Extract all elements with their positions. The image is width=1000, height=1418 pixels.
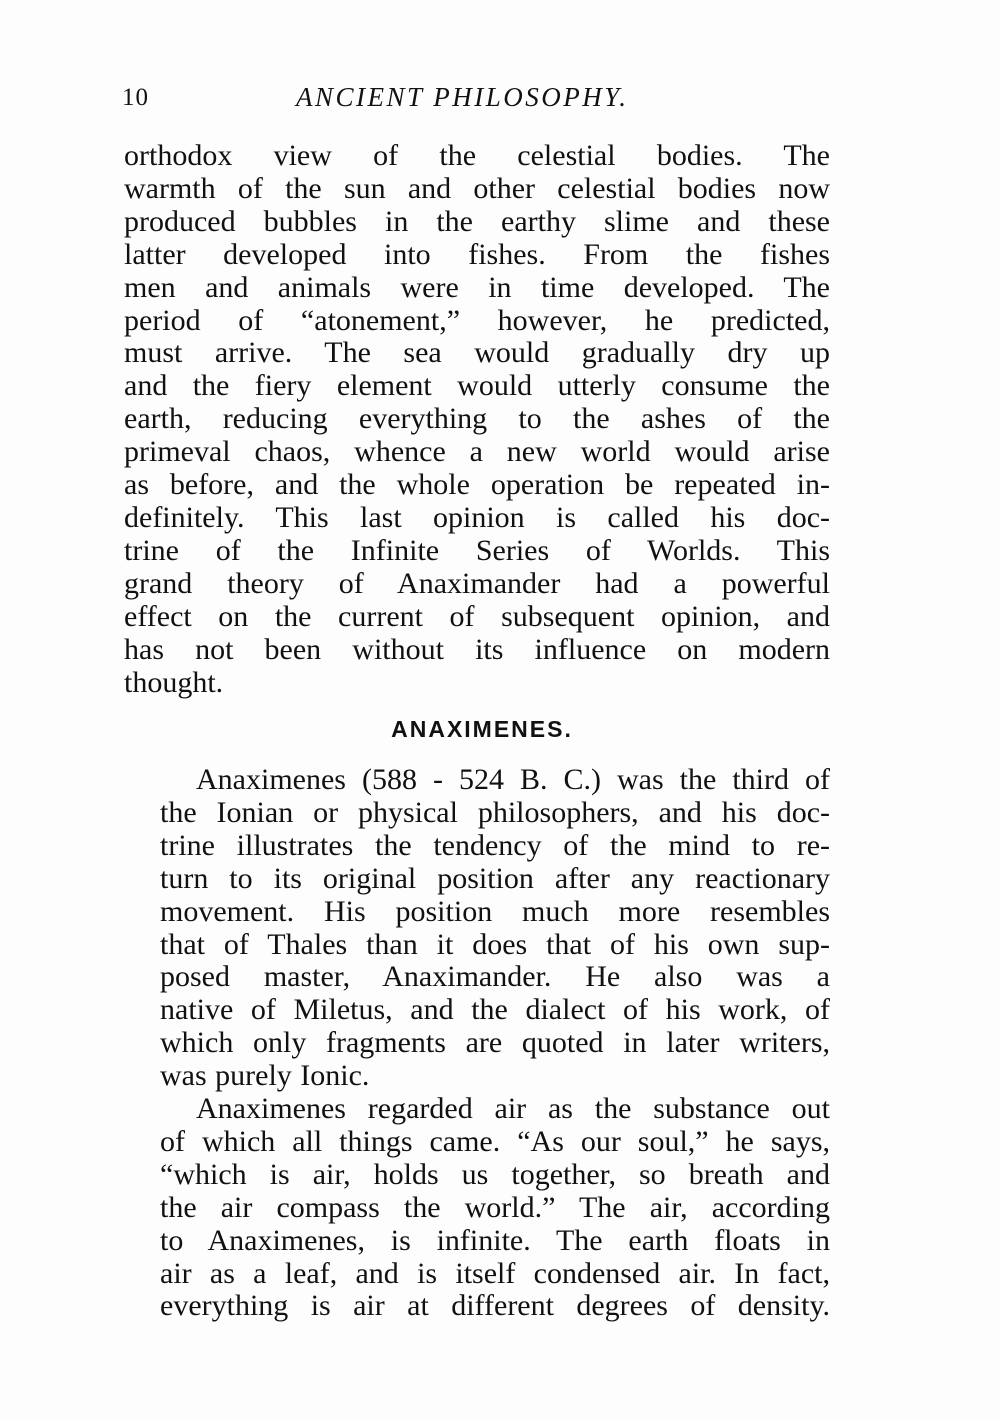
text-line: earth, reducing everything to the ashes of the: [124, 402, 830, 436]
text-line: the air compass the world.” The air, according: [160, 1190, 830, 1224]
text-line: warmth of the sun and other celestial bodies now: [124, 171, 830, 205]
running-title: ANCIENT PHILOSOPHY.: [296, 82, 629, 112]
text-line: trine illustrates the tendency of the mind to re-: [160, 828, 830, 862]
text-line: of which all things came. “As our soul,” he says,: [160, 1124, 830, 1158]
text-line: everything is air at different degrees of density.: [160, 1289, 830, 1323]
text-line: Anaximenes regarded air as the substance out: [196, 1092, 830, 1125]
page-number: 10: [122, 84, 149, 111]
text-line: posed master, Anaximander. He also was a: [160, 960, 830, 994]
text-line: effect on the current of subsequent opinion, and: [124, 599, 830, 633]
text-line: which only fragments are quoted in later writers,: [160, 1026, 830, 1060]
text-line: movement. His position much more resembles: [160, 894, 830, 928]
text-line: the Ionian or physical philosophers, and his doc-: [160, 795, 830, 829]
text-line: to Anaximenes, is infinite. The earth floats in: [160, 1223, 830, 1257]
section-heading: ANAXIMENES.: [391, 716, 573, 742]
text-line: as before, and the whole operation be repeated in-: [124, 468, 830, 502]
text-line: must arrive. The sea would gradually dry up: [124, 336, 830, 370]
paragraph-anaximenes-air: [124, 1093, 830, 1323]
text-line: definitely. This last opinion is called his doc-: [124, 500, 830, 534]
text-line: grand theory of Anaximander had a powerful: [124, 566, 830, 600]
text-line: period of “atonement,” however, he predicted,: [124, 303, 830, 337]
text-line: turn to its original position after any reactionary: [160, 861, 830, 895]
text-line: trine of the Infinite Series of Worlds. This: [124, 533, 830, 567]
text-line: thought.: [124, 665, 224, 699]
text-line: latter developed into fishes. From the fishes: [124, 237, 830, 271]
text-line: was purely Ionic.: [160, 1059, 370, 1093]
paragraph-anaximander-conclusion: [124, 140, 830, 699]
text-line: orthodox view of the celestial bodies. The: [124, 139, 830, 172]
text-line: produced bubbles in the earthy slime and these: [124, 204, 830, 238]
running-head: [122, 80, 832, 120]
text-line: native of Miletus, and the dialect of his work, of: [160, 993, 830, 1027]
text-line: “which is air, holds us together, so breath and: [160, 1157, 830, 1191]
text-line: Anaximenes (588 - 524 B. C.) was the third of: [196, 763, 830, 796]
text-line: and the fiery element would utterly consume the: [124, 369, 830, 403]
paragraph-anaximenes-intro: [124, 764, 830, 1093]
text-line: primeval chaos, whence a new world would arise: [124, 435, 830, 469]
text-line: air as a leaf, and is itself condensed air. In fact,: [160, 1256, 830, 1290]
text-line: that of Thales than it does that of his own sup-: [160, 927, 830, 961]
text-line: has not been without its influence on modern: [124, 632, 830, 666]
text-line: men and animals were in time developed. The: [124, 270, 830, 304]
